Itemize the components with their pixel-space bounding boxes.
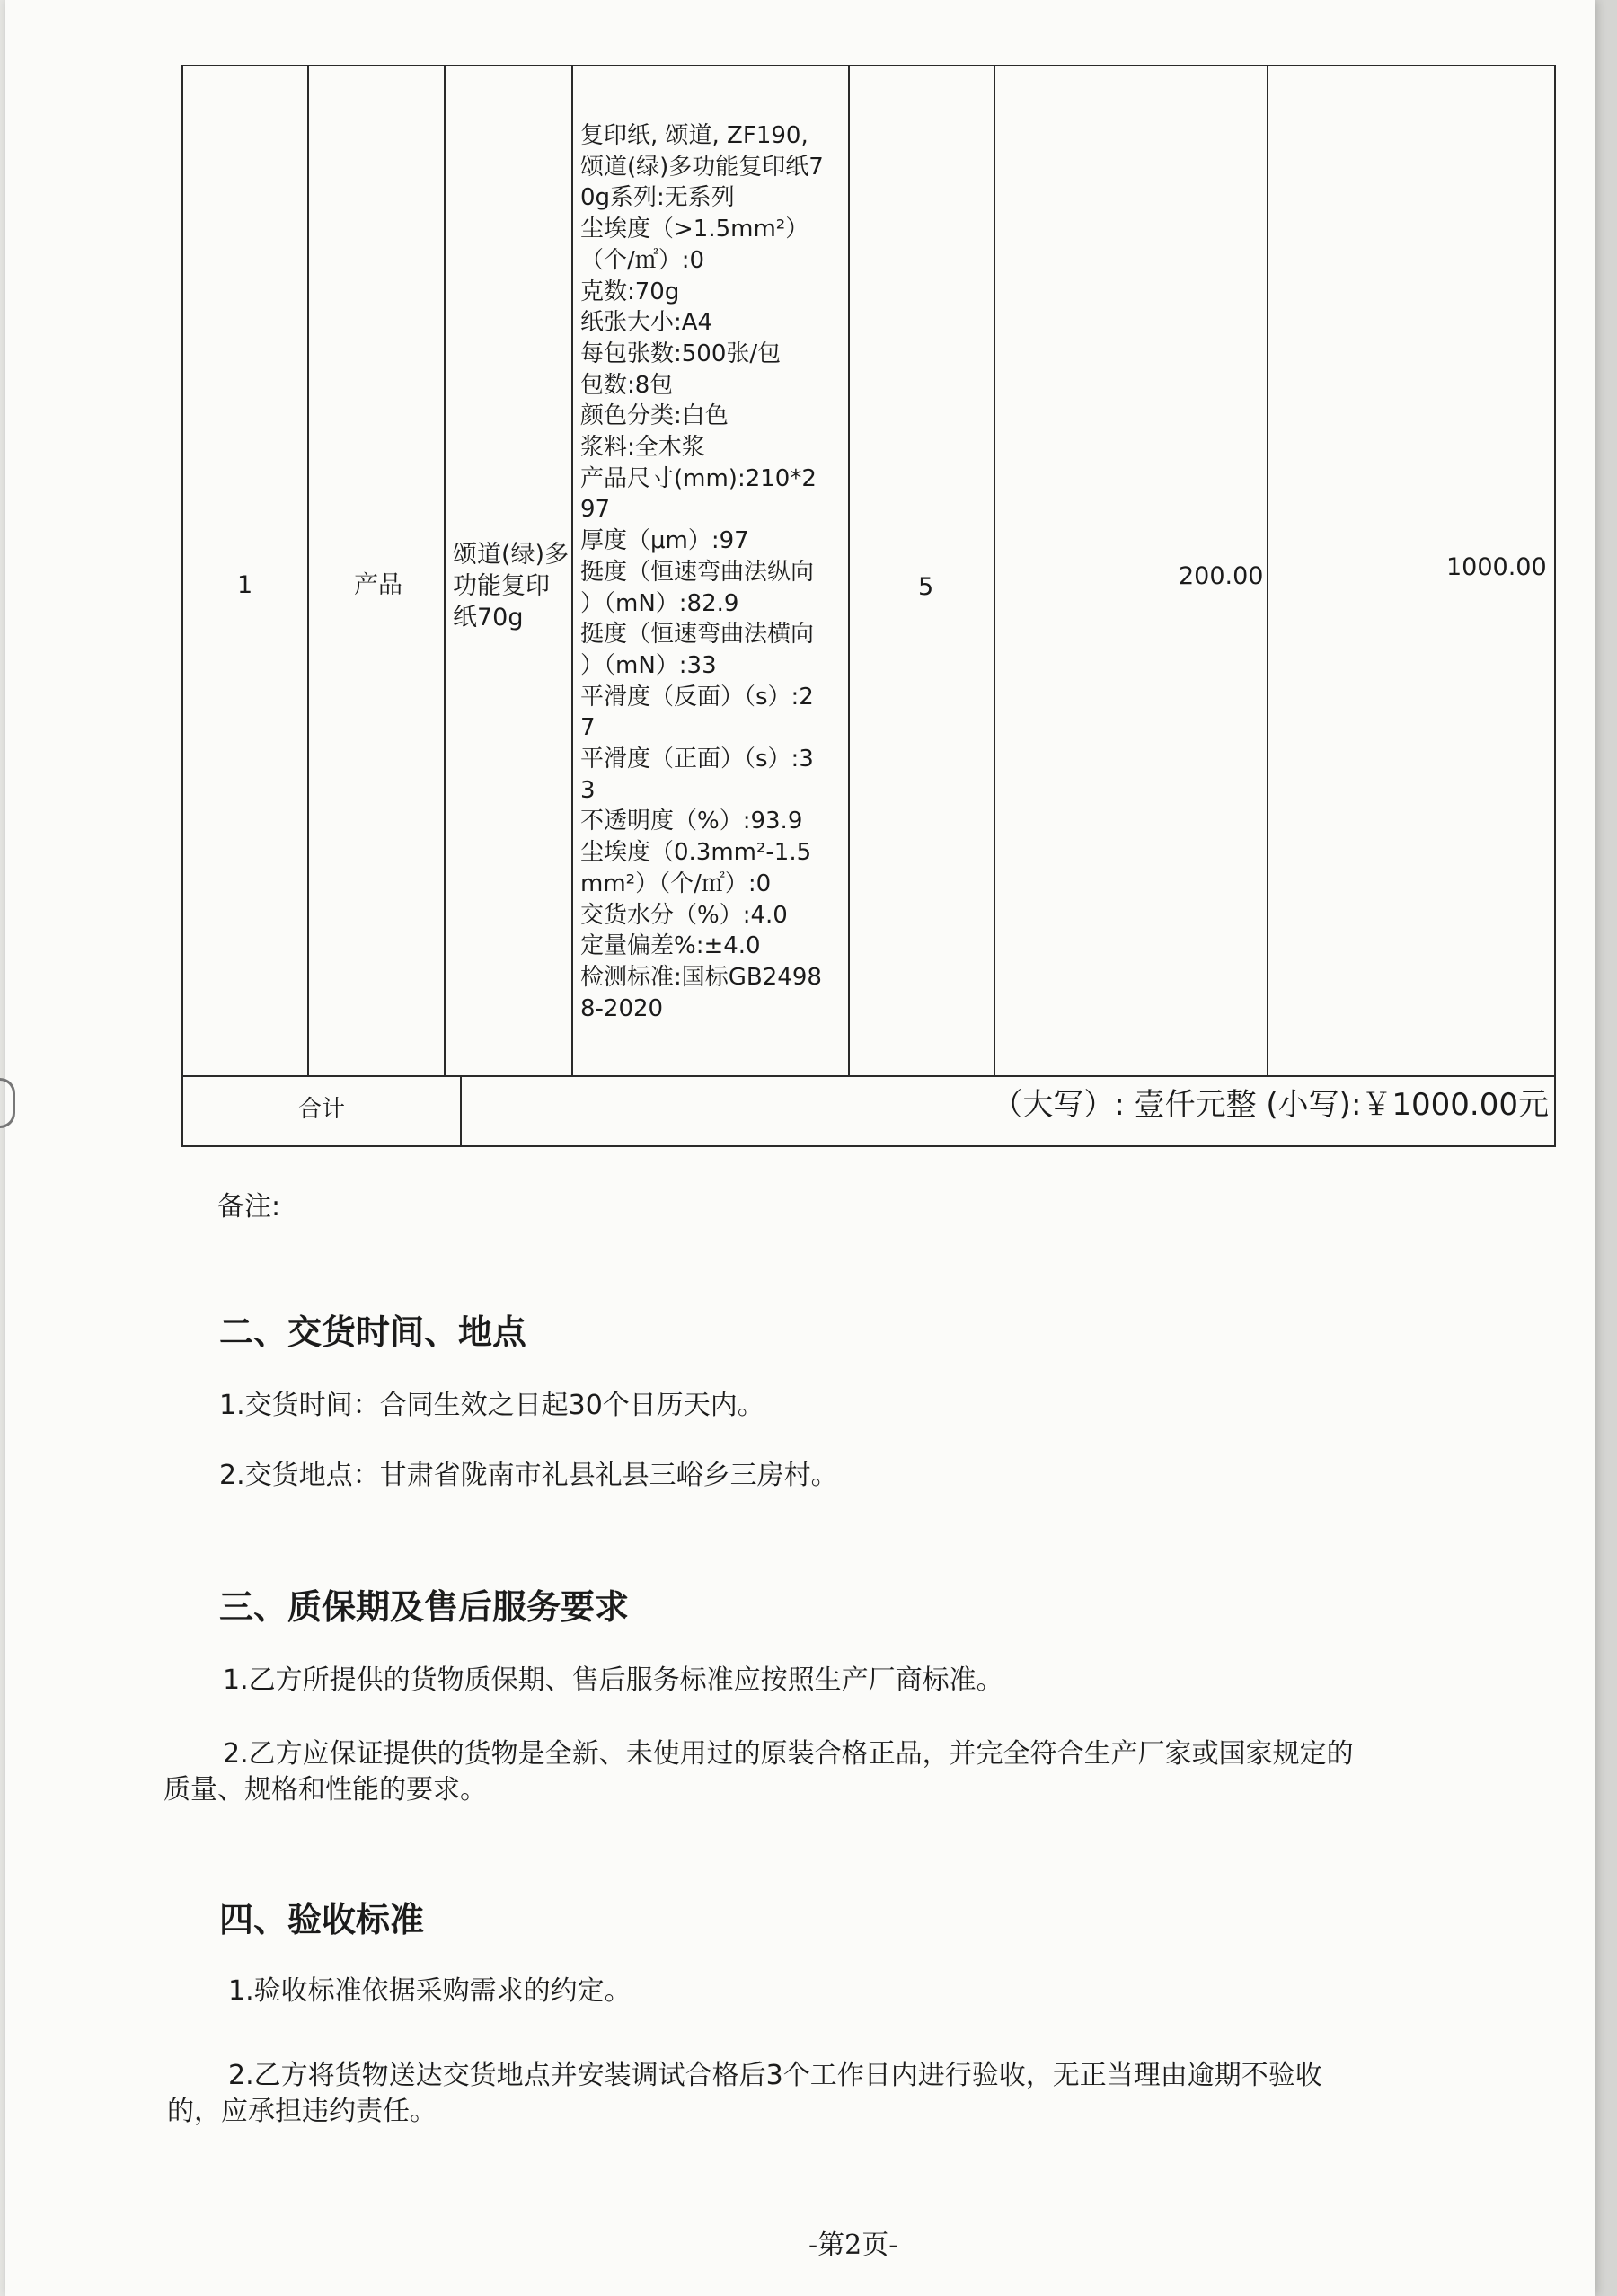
remark-label: 备注: [217,1191,281,1223]
spec-line: （个/㎡）:0 [580,246,705,274]
spec-line: 浆料:全木浆 [580,434,705,462]
spec-line: 克数:70g [580,278,680,305]
row-amount: 1000.00 [1446,553,1547,581]
spec-line: 复印纸, 颂道, ZF190, [580,122,808,149]
spec-line: 包数:8包 [580,371,674,399]
spec-line: 纸张大小:A4 [580,309,713,337]
warranty-item-1: 1.乙方所提供的货物质保期、售后服务标准应按照生产厂商标准。 [223,1665,1003,1696]
section-heading-warranty: 三、质保期及售后服务要求 [219,1586,630,1627]
page-number: -第2页- [808,2230,898,2261]
spec-line: mm²）（个/㎡）:0 [580,870,772,897]
spec-line: ）（mN）:33 [580,651,717,679]
row-unit-price: 200.00 [1179,562,1264,590]
total-amount: （大写）: 壹仟元整 (小写):￥1000.00元 [992,1087,1549,1123]
spec-line: 不透明度（%）:93.9 [580,808,803,835]
spec-line: 平滑度（正面）（s）:3 [580,746,814,773]
row-category: 产品 [354,571,402,599]
spec-line: 尘埃度（>1.5mm²） [580,216,809,243]
delivery-time: 1.交货时间：合同生效之日起30个日历天内。 [219,1390,764,1421]
spec-line: 检测标准:国标GB2498 [580,963,822,991]
acceptance-item-1: 1.验收标准依据采购需求的约定。 [228,1975,632,2007]
spec-line: 交货水分（%）:4.0 [580,901,788,929]
row-spec [580,120,850,1024]
warranty-item-2: 2.乙方应保证提供的货物是全新、未使用过的原装合格正品，并完全符合生产厂家或国家规定的 [223,1738,1354,1770]
row-quantity: 5 [918,573,934,601]
spec-line: ）（mN）:82.9 [580,589,739,617]
spec-line: 7 [580,714,596,742]
goods-table [181,65,1556,1147]
warranty-item-2-cont: 质量、规格和性能的要求。 [163,1774,487,1806]
spec-line: 97 [580,496,611,524]
row-product-name: 颂道(绿)多功能复印纸70g [453,541,570,631]
spec-line: 平滑度（反面）（s）:2 [580,683,814,711]
section-heading-acceptance: 四、验收标准 [219,1899,425,1939]
delivery-place: 2.交货地点：甘肃省陇南市礼县礼县三峪乡三房村。 [219,1460,838,1491]
section-heading-delivery: 二、交货时间、地点 [219,1311,527,1352]
spec-line: 3 [580,776,596,804]
spec-line: 0g系列:无系列 [580,184,735,212]
spec-line: 尘埃度（0.3mm²-1.5 [580,839,812,867]
spec-line: 定量偏差%:±4.0 [580,932,761,960]
spec-line: 产品尺寸(mm):210*2 [580,464,817,492]
spec-line: 挺度（恒速弯曲法纵向 [580,558,815,586]
acceptance-item-2-cont: 的，应承担违约责任。 [167,2096,437,2127]
acceptance-item-2: 2.乙方将货物送达交货地点并安装调试合格后3个工作日内进行验收，无正当理由逾期不验收 [228,2060,1322,2091]
spec-line: 颜色分类:白色 [580,402,729,430]
spec-line: 每包张数:500张/包 [580,340,782,367]
spec-line: 颂道(绿)多功能复印纸7 [580,153,824,181]
row-index: 1 [237,571,253,599]
spec-line: 8-2020 [580,994,664,1022]
total-label: 合计 [298,1096,346,1123]
binding-hole [0,1078,15,1128]
spec-line: 厚度（μm）:97 [580,527,749,555]
spec-line: 挺度（恒速弯曲法横向 [580,621,815,649]
